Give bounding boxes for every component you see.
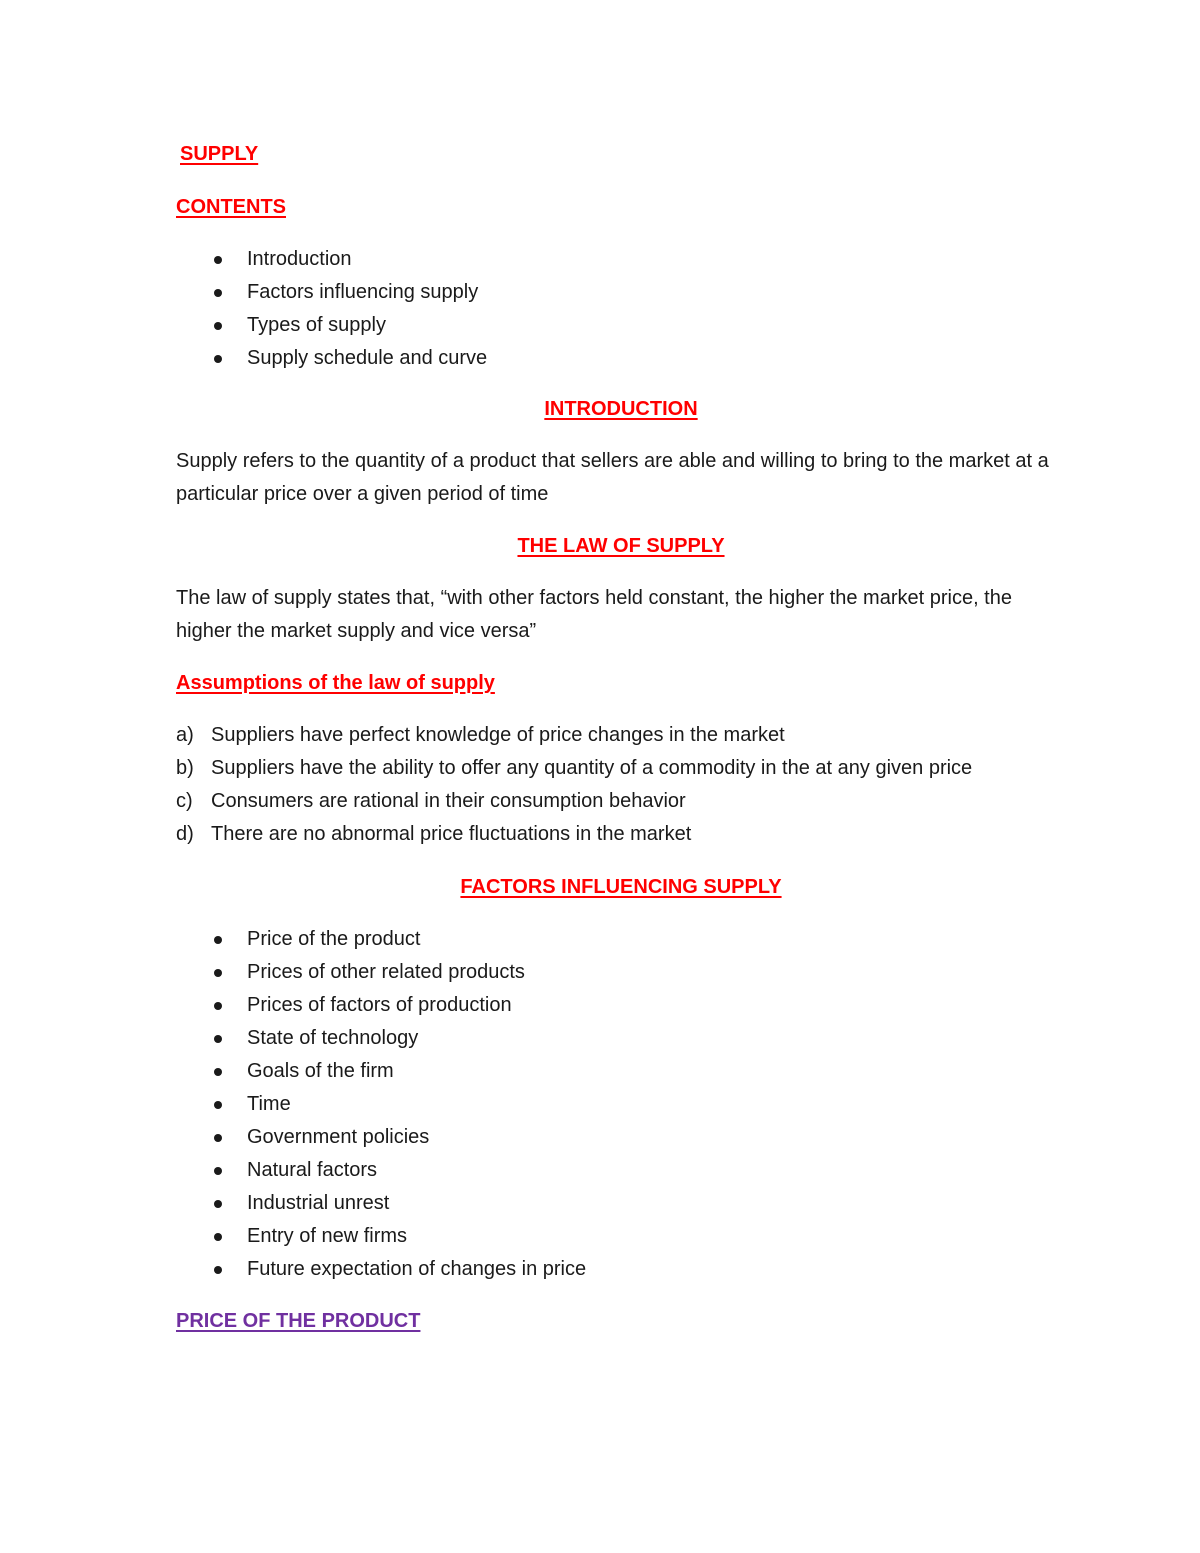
factors-list <box>176 923 1066 1286</box>
bullet-icon <box>214 355 222 363</box>
list-marker: d) <box>176 823 194 845</box>
bullet-icon <box>214 1134 222 1142</box>
list-item <box>176 1220 1066 1253</box>
document-title-text: SUPPLY <box>180 143 259 165</box>
list-item-text: Types of supply <box>247 314 386 336</box>
bullet-icon <box>214 1068 222 1076</box>
contents-list <box>176 243 1066 375</box>
list-item-text: Prices of factors of production <box>247 994 512 1016</box>
document-content <box>176 140 1066 1335</box>
assumptions-list <box>176 719 1066 851</box>
list-item-text: State of technology <box>247 1027 419 1049</box>
list-item-text: There are no abnormal price fluctuations in the market <box>211 823 692 845</box>
contents-heading: CONTENTS <box>176 196 286 218</box>
list-item <box>176 342 1066 375</box>
list-item <box>176 956 1066 989</box>
bullet-icon <box>214 1167 222 1175</box>
list-item-text: Suppliers have perfect knowledge of price changes in the market <box>211 724 785 746</box>
list-item <box>176 989 1066 1022</box>
list-item <box>176 818 1066 851</box>
list-item <box>176 1253 1066 1286</box>
bullet-icon <box>214 1035 222 1043</box>
list-item-text: Industrial unrest <box>247 1192 390 1214</box>
list-item-text: Time <box>247 1093 291 1115</box>
list-item-text: Government policies <box>247 1126 430 1148</box>
list-item <box>176 243 1066 276</box>
factors-heading: FACTORS INFLUENCING SUPPLY <box>460 876 782 898</box>
law-of-supply-text: The law of supply states that, “with other factors held constant, the higher the market price, the higher the market supply and vice versa” <box>176 587 1012 642</box>
bullet-icon <box>214 1101 222 1109</box>
bullet-icon <box>214 289 222 297</box>
list-marker: a) <box>176 724 194 746</box>
list-marker: c) <box>176 790 193 812</box>
list-item <box>176 1154 1066 1187</box>
list-item-text: Suppliers have the ability to offer any quantity of a commodity in the at any given price <box>211 757 973 779</box>
bullet-icon <box>214 1233 222 1241</box>
list-item <box>176 1022 1066 1055</box>
law-of-supply-heading: THE LAW OF SUPPLY <box>517 535 725 557</box>
list-item <box>176 1088 1066 1121</box>
list-item <box>176 276 1066 309</box>
list-item-text: Prices of other related products <box>247 961 525 983</box>
list-marker: b) <box>176 757 194 779</box>
bullet-icon <box>214 322 222 330</box>
price-of-product-heading: PRICE OF THE PRODUCT <box>176 1310 421 1332</box>
list-item <box>176 309 1066 342</box>
list-item <box>176 1121 1066 1154</box>
list-item-text: Introduction <box>247 248 352 270</box>
list-item-text: Price of the product <box>247 928 421 950</box>
list-item-text: Factors influencing supply <box>247 281 479 303</box>
list-item-text: Goals of the firm <box>247 1060 394 1082</box>
list-item-text: Supply schedule and curve <box>247 347 488 369</box>
bullet-icon <box>214 1266 222 1274</box>
introduction-text: Supply refers to the quantity of a product that sellers are able and willing to bring to the market at a particular price over a given period of time <box>176 450 1049 505</box>
introduction-heading: INTRODUCTION <box>544 398 698 420</box>
list-item <box>176 719 1066 752</box>
assumptions-heading: Assumptions of the law of supply <box>176 672 495 694</box>
list-item-text: Natural factors <box>247 1159 378 1181</box>
list-item <box>176 923 1066 956</box>
bullet-icon <box>214 936 222 944</box>
list-item-text: Entry of new firms <box>247 1225 408 1247</box>
bullet-icon <box>214 1200 222 1208</box>
list-item <box>176 752 1066 785</box>
bullet-icon <box>214 1002 222 1010</box>
list-item <box>176 1055 1066 1088</box>
list-item <box>176 1187 1066 1220</box>
list-item-text: Future expectation of changes in price <box>247 1258 587 1280</box>
list-item <box>176 785 1066 818</box>
bullet-icon <box>214 256 222 264</box>
bullet-icon <box>214 969 222 977</box>
document-title <box>176 140 1066 168</box>
list-item-text: Consumers are rational in their consumption behavior <box>211 790 686 812</box>
